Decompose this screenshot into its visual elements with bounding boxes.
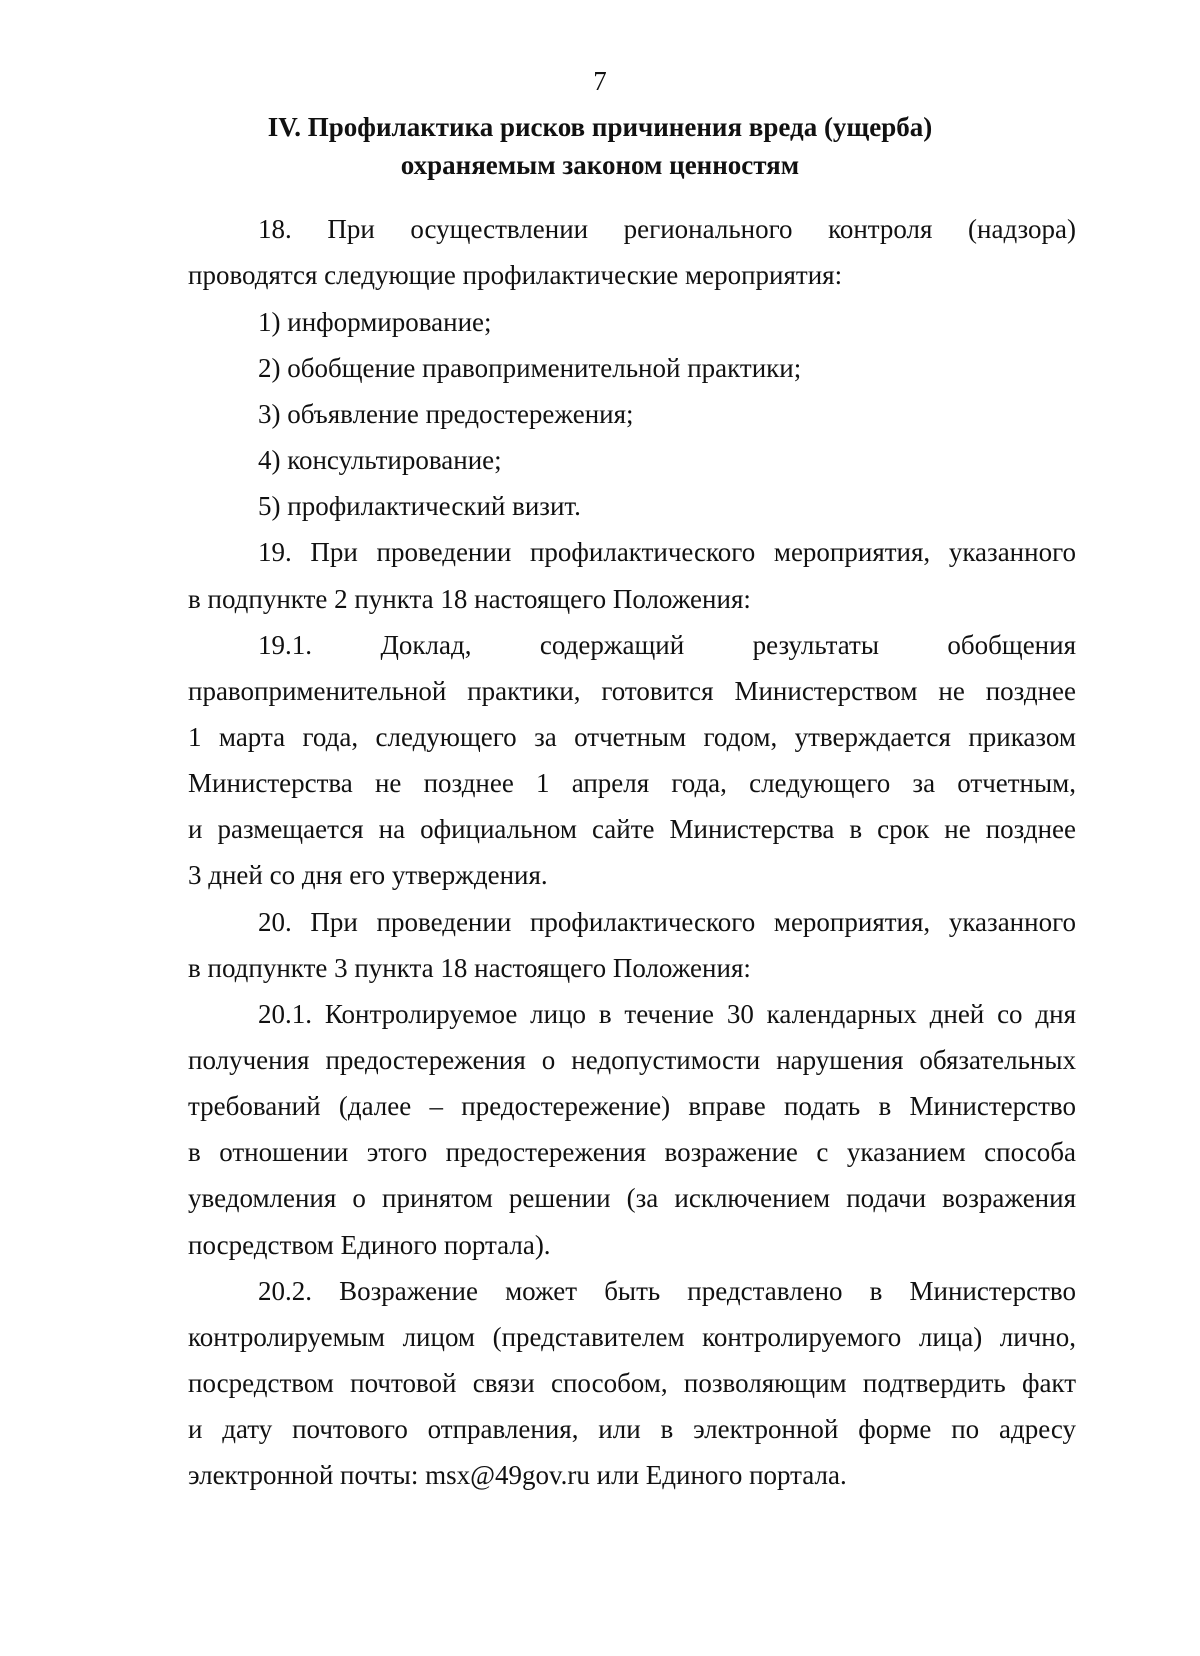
list-item-2: 2) обобщение правоприменительной практики; <box>258 353 802 383</box>
paragraph-20-1-line-5: уведомления о принятом решении (за исключением подачи возражения <box>188 1183 1076 1213</box>
paragraph-20-2-line-3: посредством почтовой связи способом, позволяющим подтвердить факт <box>188 1368 1076 1398</box>
list-item-1: 1) информирование; <box>258 307 492 337</box>
page-number: 7 <box>593 66 607 96</box>
list-item-5: 5) профилактический визит. <box>258 491 581 521</box>
paragraph-19-1-line-4: Министерства не позднее 1 апреля года, следующего за отчетным, <box>188 768 1076 798</box>
list-item-3: 3) объявление предостережения; <box>258 399 634 429</box>
list-item-4: 4) консультирование; <box>258 445 502 475</box>
paragraph-20-2-line-5: электронной почты: msx@49gov.ru или Единого портала. <box>188 1460 847 1490</box>
paragraph-20-1-line-2: получения предостережения о недопустимости нарушения обязательных <box>188 1045 1076 1075</box>
paragraph-18-line-1: 18. При осуществлении регионального контроля (надзора) <box>258 214 1076 244</box>
paragraph-20-1-line-3: требований (далее – предостережение) вправе подать в Министерство <box>188 1091 1076 1121</box>
paragraph-18-line-2: проводятся следующие профилактические мероприятия: <box>188 260 843 290</box>
paragraph-20-1-line-4: в отношении этого предостережения возражение с указанием способа <box>188 1137 1076 1167</box>
paragraph-19-1-line-5: и размещается на официальном сайте Министерства в срок не позднее <box>188 814 1076 844</box>
paragraph-19-1-line-6: 3 дней со дня его утверждения. <box>188 860 548 890</box>
paragraph-19-line-2: в подпункте 2 пункта 18 настоящего Положения: <box>188 584 751 614</box>
section-heading-line-2: охраняемым законом ценностям <box>400 150 800 180</box>
paragraph-20-1-line-6: посредством Единого портала). <box>188 1230 551 1260</box>
paragraph-20-line-2: в подпункте 3 пункта 18 настоящего Положения: <box>188 953 751 983</box>
paragraph-20-2-line-2: контролируемым лицом (представителем контролируемого лица) лично, <box>188 1322 1076 1352</box>
paragraph-20-2-line-4: и дату почтового отправления, или в электронной форме по адресу <box>188 1414 1076 1444</box>
section-heading-line-1: IV. Профилактика рисков причинения вреда (ущерба) <box>267 112 933 142</box>
paragraph-20-2-line-1: 20.2. Возражение может быть представлено в Министерство <box>258 1276 1076 1306</box>
paragraph-19-line-1: 19. При проведении профилактического мероприятия, указанного <box>258 537 1076 567</box>
paragraph-19-1-line-3: 1 марта года, следующего за отчетным годом, утверждается приказом <box>188 722 1076 752</box>
paragraph-19-1-line-2: правоприменительной практики, готовится Министерством не позднее <box>188 676 1076 706</box>
paragraph-20-1-line-1: 20.1. Контролируемое лицо в течение 30 календарных дней со дня <box>258 999 1076 1029</box>
paragraph-20-line-1: 20. При проведении профилактического мероприятия, указанного <box>258 907 1076 937</box>
paragraph-19-1-line-1: 19.1. Доклад, содержащий результаты обобщения <box>258 630 1076 660</box>
